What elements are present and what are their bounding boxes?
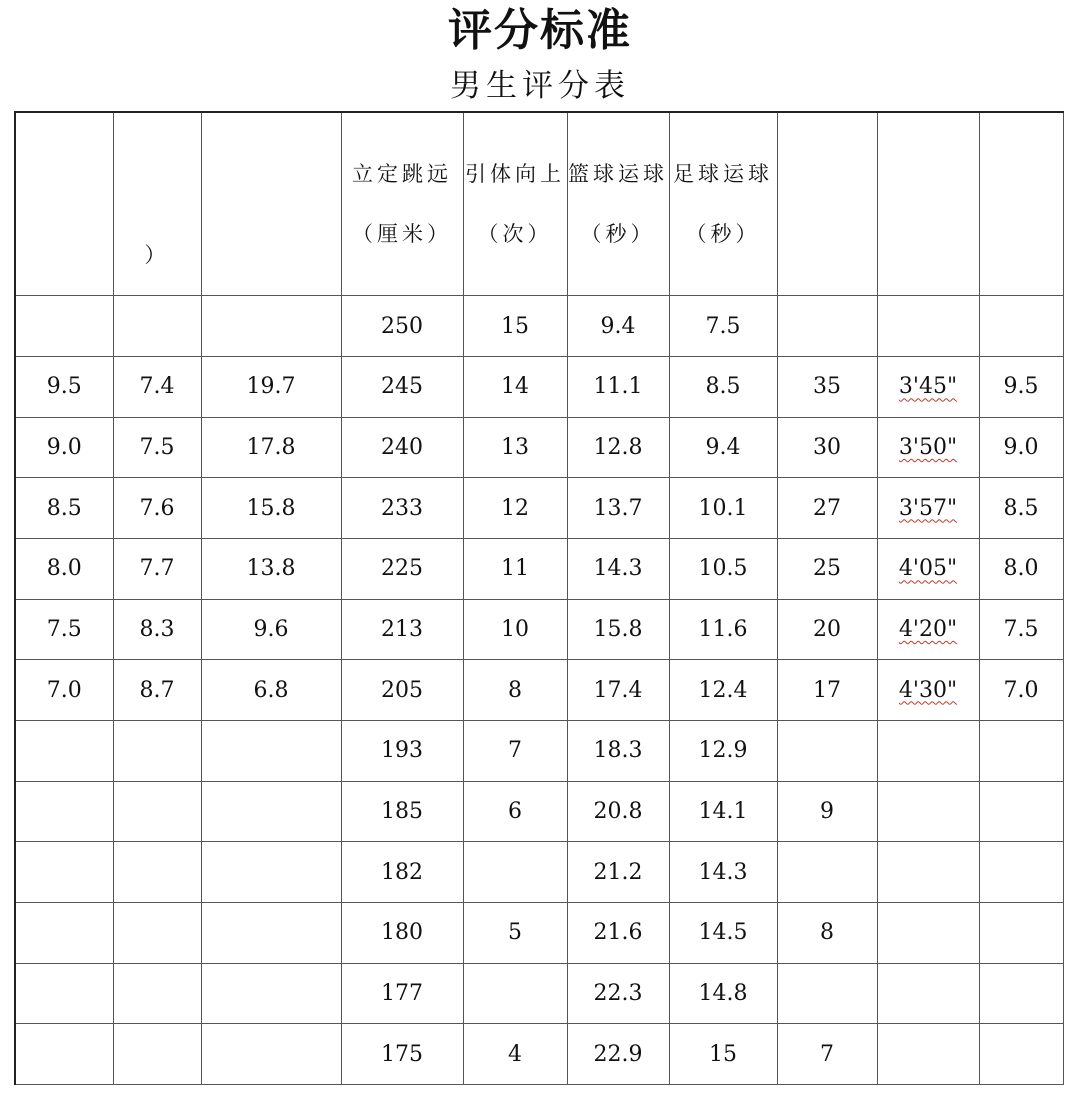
table-cell bbox=[567, 539, 669, 600]
cell-value: 22.9 bbox=[593, 1041, 643, 1067]
table-cell bbox=[979, 599, 1063, 660]
table-cell bbox=[341, 660, 463, 721]
time-value: 4'05" bbox=[898, 556, 958, 582]
table-row bbox=[15, 357, 1063, 418]
table-cell bbox=[567, 296, 669, 357]
cell-value: 14 bbox=[501, 374, 529, 400]
cell-value: 205 bbox=[381, 677, 423, 703]
table-cell bbox=[341, 417, 463, 478]
table-cell bbox=[669, 539, 777, 600]
table-cell bbox=[341, 902, 463, 963]
table-row bbox=[15, 660, 1063, 721]
time-value: 3'45" bbox=[898, 374, 958, 400]
table-cell bbox=[113, 599, 201, 660]
table-cell bbox=[669, 660, 777, 721]
cell-value: 185 bbox=[381, 798, 423, 824]
table-cell bbox=[341, 781, 463, 842]
table-cell bbox=[567, 357, 669, 418]
time-value: 3'50" bbox=[898, 435, 958, 461]
cell-value: 10.5 bbox=[698, 556, 748, 582]
table-cell bbox=[877, 842, 979, 903]
table-cell bbox=[113, 1024, 201, 1085]
table-row bbox=[15, 963, 1063, 1024]
header-cell bbox=[15, 112, 113, 296]
table-cell bbox=[15, 539, 113, 600]
table-cell bbox=[777, 963, 877, 1024]
cell-value: 240 bbox=[381, 435, 423, 461]
table-cell bbox=[463, 539, 567, 600]
table-cell bbox=[979, 296, 1063, 357]
table-cell bbox=[463, 902, 567, 963]
table-cell bbox=[15, 720, 113, 781]
cell-value: 21.6 bbox=[593, 920, 643, 946]
table-row bbox=[15, 539, 1063, 600]
table-cell bbox=[777, 781, 877, 842]
table-cell bbox=[877, 902, 979, 963]
table-subtitle: 男生评分表 bbox=[450, 68, 630, 104]
table-cell bbox=[341, 296, 463, 357]
table-cell bbox=[341, 357, 463, 418]
cell-value: 14.5 bbox=[698, 920, 748, 946]
header-cell: 立定跳远（厘米） bbox=[341, 112, 463, 296]
header-cell: 引体向上（次） bbox=[463, 112, 567, 296]
cell-value: 15 bbox=[709, 1041, 737, 1067]
table-row bbox=[15, 1024, 1063, 1085]
cell-value: 15.8 bbox=[246, 495, 296, 521]
cell-value: 182 bbox=[381, 859, 423, 885]
cell-value: 8.3 bbox=[139, 617, 175, 642]
cell-value: 17.4 bbox=[593, 677, 643, 703]
table-cell bbox=[463, 296, 567, 357]
table-cell bbox=[15, 963, 113, 1024]
header-cell bbox=[877, 112, 979, 296]
table-cell bbox=[201, 842, 341, 903]
cell-value: 17 bbox=[813, 677, 841, 703]
time-value: 3'57" bbox=[898, 495, 958, 521]
score-table-body bbox=[15, 112, 1063, 1085]
cell-value: 7 bbox=[820, 1041, 834, 1067]
table-cell bbox=[877, 296, 979, 357]
cell-value: 14.1 bbox=[698, 798, 748, 824]
table-cell bbox=[201, 296, 341, 357]
cell-value: 25 bbox=[813, 556, 841, 582]
table-cell bbox=[777, 902, 877, 963]
table-cell bbox=[113, 902, 201, 963]
cell-value: 14.8 bbox=[698, 980, 748, 1006]
table-cell bbox=[777, 357, 877, 418]
cell-value: 10 bbox=[501, 617, 529, 642]
table-cell bbox=[341, 842, 463, 903]
table-cell bbox=[113, 478, 201, 539]
table-cell bbox=[463, 599, 567, 660]
cell-value: 8.7 bbox=[139, 677, 175, 703]
table-cell bbox=[777, 660, 877, 721]
table-cell bbox=[877, 478, 979, 539]
table-cell bbox=[877, 357, 979, 418]
table-cell bbox=[669, 417, 777, 478]
cell-value: 9.4 bbox=[600, 313, 636, 339]
table-cell bbox=[341, 539, 463, 600]
cell-value: 20 bbox=[813, 617, 841, 642]
table-cell bbox=[113, 720, 201, 781]
cell-value: 7.5 bbox=[46, 617, 82, 642]
table-cell bbox=[567, 660, 669, 721]
table-cell bbox=[567, 478, 669, 539]
cell-value: 18.3 bbox=[593, 738, 643, 764]
cell-value: 12 bbox=[501, 495, 529, 521]
table-cell bbox=[463, 357, 567, 418]
cell-value: 8.5 bbox=[1003, 495, 1039, 521]
table-cell bbox=[201, 963, 341, 1024]
table-cell bbox=[777, 1024, 877, 1085]
table-cell bbox=[463, 660, 567, 721]
header-cell: 足球运球（秒） bbox=[669, 112, 777, 296]
cell-value: 8 bbox=[820, 920, 834, 946]
header-row bbox=[15, 112, 1063, 296]
table-cell bbox=[341, 720, 463, 781]
table-cell bbox=[113, 539, 201, 600]
cell-value: 11.6 bbox=[698, 617, 748, 642]
table-cell bbox=[15, 781, 113, 842]
table-cell bbox=[201, 417, 341, 478]
table-cell bbox=[877, 781, 979, 842]
header-cell bbox=[979, 112, 1063, 296]
table-cell bbox=[113, 842, 201, 903]
table-cell bbox=[777, 296, 877, 357]
cell-value: 180 bbox=[381, 920, 423, 946]
table-cell bbox=[15, 599, 113, 660]
table-cell bbox=[201, 720, 341, 781]
table-cell bbox=[201, 478, 341, 539]
table-cell bbox=[979, 781, 1063, 842]
table-cell bbox=[669, 781, 777, 842]
table-cell bbox=[979, 1024, 1063, 1085]
table-cell bbox=[201, 660, 341, 721]
cell-value: 7 bbox=[508, 738, 522, 764]
table-cell bbox=[877, 599, 979, 660]
table-cell bbox=[341, 599, 463, 660]
table-cell bbox=[463, 478, 567, 539]
cell-value: 9 bbox=[820, 798, 834, 824]
table-cell bbox=[113, 357, 201, 418]
cell-value: 14.3 bbox=[698, 859, 748, 885]
table-cell bbox=[669, 902, 777, 963]
page-title: 评分标准 bbox=[448, 5, 632, 56]
table-cell bbox=[201, 599, 341, 660]
cell-value: 8.0 bbox=[46, 556, 82, 582]
table-cell bbox=[113, 963, 201, 1024]
table-cell bbox=[777, 599, 877, 660]
cell-value: 250 bbox=[381, 313, 423, 339]
table-cell bbox=[463, 417, 567, 478]
cell-value: 8 bbox=[508, 677, 522, 703]
table-cell bbox=[567, 842, 669, 903]
cell-value: 177 bbox=[381, 980, 423, 1006]
table-cell bbox=[567, 417, 669, 478]
table-cell bbox=[567, 720, 669, 781]
cell-value: 35 bbox=[813, 374, 841, 400]
table-cell bbox=[463, 842, 567, 903]
table-cell bbox=[341, 478, 463, 539]
table-cell bbox=[113, 296, 201, 357]
table-cell bbox=[463, 720, 567, 781]
table-cell bbox=[15, 296, 113, 357]
table-cell bbox=[979, 478, 1063, 539]
table-cell bbox=[201, 539, 341, 600]
cell-value: 9.0 bbox=[46, 435, 82, 461]
table-cell bbox=[669, 357, 777, 418]
cell-value: 15.8 bbox=[593, 617, 643, 642]
time-value: 4'30" bbox=[898, 677, 958, 703]
table-cell bbox=[15, 417, 113, 478]
table-cell bbox=[201, 781, 341, 842]
cell-value: 27 bbox=[813, 495, 841, 521]
cell-value: 7.0 bbox=[1003, 677, 1039, 703]
table-cell bbox=[567, 902, 669, 963]
table-row bbox=[15, 417, 1063, 478]
cell-value: 20.8 bbox=[593, 798, 643, 824]
cell-value: 17.8 bbox=[246, 435, 296, 461]
cell-value: 15 bbox=[501, 313, 529, 339]
cell-value: 6.8 bbox=[253, 677, 289, 703]
table-cell bbox=[341, 963, 463, 1024]
header-cell: ） bbox=[113, 112, 201, 296]
table-cell bbox=[201, 1024, 341, 1085]
cell-value: 9.6 bbox=[253, 617, 289, 642]
cell-value: 14.3 bbox=[593, 556, 643, 582]
cell-value: 21.2 bbox=[593, 859, 643, 885]
cell-value: 7.5 bbox=[1003, 617, 1039, 642]
table-cell bbox=[341, 1024, 463, 1085]
cell-value: 7.0 bbox=[46, 677, 82, 703]
cell-value: 213 bbox=[381, 617, 423, 642]
cell-value: 7.7 bbox=[139, 556, 175, 582]
table-cell bbox=[669, 599, 777, 660]
table-row bbox=[15, 296, 1063, 357]
header-cell bbox=[201, 112, 341, 296]
cell-value: 9.4 bbox=[705, 435, 741, 461]
table-cell bbox=[567, 781, 669, 842]
score-table bbox=[14, 111, 1064, 1085]
table-cell bbox=[979, 902, 1063, 963]
cell-value: 7.5 bbox=[705, 313, 741, 339]
cell-value: 175 bbox=[381, 1041, 423, 1067]
table-cell bbox=[201, 357, 341, 418]
table-cell bbox=[979, 660, 1063, 721]
table-cell bbox=[113, 660, 201, 721]
cell-value: 11.1 bbox=[593, 374, 643, 400]
table-cell bbox=[463, 781, 567, 842]
table-cell bbox=[15, 1024, 113, 1085]
cell-value: 22.3 bbox=[593, 980, 643, 1006]
cell-value: 12.8 bbox=[593, 435, 643, 461]
cell-value: 9.5 bbox=[1003, 374, 1039, 400]
table-cell bbox=[113, 781, 201, 842]
table-cell bbox=[777, 417, 877, 478]
table-cell bbox=[567, 599, 669, 660]
table-cell bbox=[877, 417, 979, 478]
table-row bbox=[15, 902, 1063, 963]
header-cell: 篮球运球（秒） bbox=[567, 112, 669, 296]
table-cell bbox=[669, 842, 777, 903]
table-cell bbox=[669, 478, 777, 539]
table-cell bbox=[877, 1024, 979, 1085]
table-cell bbox=[777, 478, 877, 539]
table-cell bbox=[669, 720, 777, 781]
cell-value: 9.0 bbox=[1003, 435, 1039, 461]
table-row bbox=[15, 720, 1063, 781]
table-cell bbox=[567, 1024, 669, 1085]
table-cell bbox=[979, 417, 1063, 478]
time-value: 4'20" bbox=[898, 617, 958, 642]
table-cell bbox=[777, 720, 877, 781]
table-cell bbox=[567, 963, 669, 1024]
cell-value: 9.5 bbox=[46, 374, 82, 400]
cell-value: 13.7 bbox=[593, 495, 643, 521]
table-cell bbox=[979, 539, 1063, 600]
cell-value: 13 bbox=[501, 435, 529, 461]
table-row bbox=[15, 478, 1063, 539]
cell-value: 13.8 bbox=[246, 556, 296, 582]
table-cell bbox=[777, 842, 877, 903]
cell-value: 30 bbox=[813, 435, 841, 461]
table-cell bbox=[877, 963, 979, 1024]
table-row bbox=[15, 842, 1063, 903]
cell-value: 8.5 bbox=[705, 374, 741, 400]
table-cell bbox=[113, 417, 201, 478]
cell-value: 7.5 bbox=[139, 435, 175, 461]
table-cell bbox=[15, 902, 113, 963]
table-cell bbox=[979, 963, 1063, 1024]
table-cell bbox=[201, 902, 341, 963]
cell-value: 225 bbox=[381, 556, 423, 582]
cell-value: 7.6 bbox=[139, 495, 175, 521]
cell-value: 10.1 bbox=[698, 495, 748, 521]
header-cell bbox=[777, 112, 877, 296]
cell-value: 12.4 bbox=[698, 677, 748, 703]
table-cell bbox=[15, 478, 113, 539]
cell-value: 19.7 bbox=[246, 374, 296, 400]
table-cell bbox=[669, 296, 777, 357]
cell-value: 193 bbox=[381, 738, 423, 764]
table-cell bbox=[877, 539, 979, 600]
table-cell bbox=[979, 842, 1063, 903]
table-cell bbox=[877, 660, 979, 721]
cell-value: 5 bbox=[508, 920, 522, 946]
cell-value: 8.5 bbox=[46, 495, 82, 521]
cell-value: 245 bbox=[381, 374, 423, 400]
table-cell bbox=[15, 357, 113, 418]
table-cell bbox=[979, 720, 1063, 781]
table-cell bbox=[669, 1024, 777, 1085]
cell-value: 4 bbox=[508, 1041, 522, 1067]
cell-value: 233 bbox=[381, 495, 423, 521]
table-row bbox=[15, 781, 1063, 842]
table-row bbox=[15, 599, 1063, 660]
table-cell bbox=[979, 357, 1063, 418]
table-cell bbox=[15, 842, 113, 903]
cell-value: 7.4 bbox=[139, 374, 175, 400]
cell-value: 8.0 bbox=[1003, 556, 1039, 582]
cell-value: 6 bbox=[508, 798, 522, 824]
table-cell bbox=[669, 963, 777, 1024]
cell-value: 11 bbox=[501, 556, 529, 582]
table-cell bbox=[15, 660, 113, 721]
table-cell bbox=[877, 720, 979, 781]
cell-value: 12.9 bbox=[698, 738, 748, 764]
table-cell bbox=[777, 539, 877, 600]
table-cell bbox=[463, 963, 567, 1024]
table-cell bbox=[463, 1024, 567, 1085]
